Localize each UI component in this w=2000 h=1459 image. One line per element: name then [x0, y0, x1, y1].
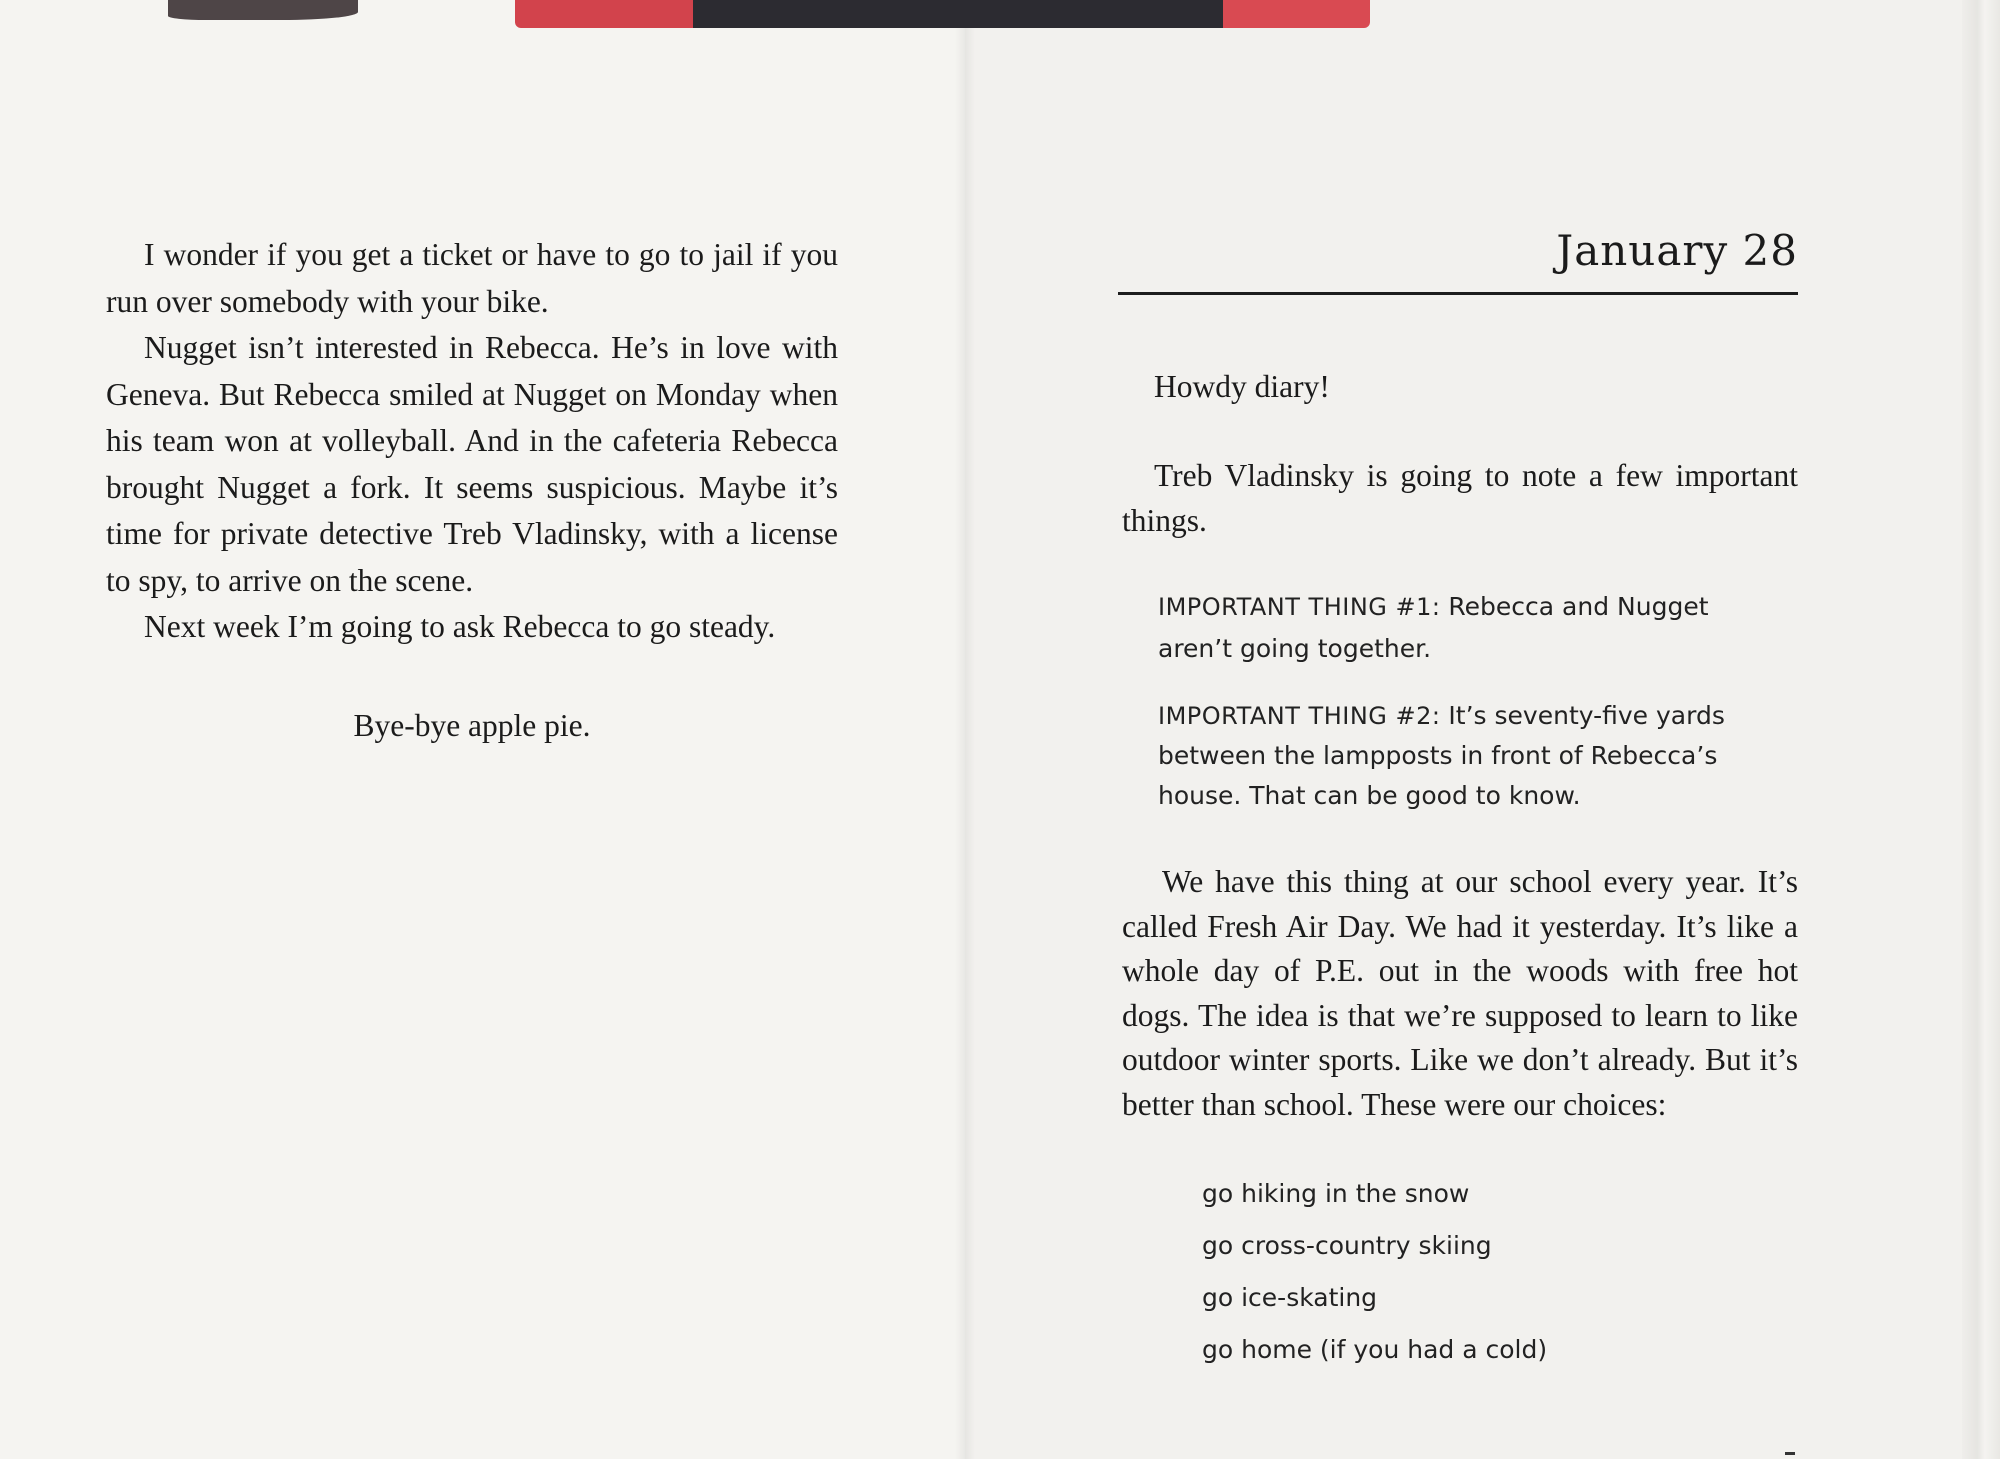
diary-date: January 28 [1556, 226, 1798, 275]
tape-fragment [168, 0, 358, 20]
greeting: Howdy diary! [1154, 369, 1330, 404]
intro-paragraph: Treb Vladinsky is going to note a few important things. [1122, 458, 1798, 538]
paragraph: Nugget isn’t interested in Rebecca. He’s in love with Geneva. But Rebecca smiled at Nugget on Monday when his team won at volleyball. And in the cafeteria Rebecca brought Nugget a fork. It seems suspicious. Maybe it’s time for private detective Treb Vladinsky, with a license to spy, to arrive on the scene. [106, 330, 838, 598]
list-item: go ice-skating [1202, 1283, 1378, 1312]
paragraph: I wonder if you get a ticket or have to go to jail if you run over somebody with your bike. [106, 237, 838, 319]
body-paragraph: We have this thing at our school every year. It’s called Fresh Air Day. We had it yesterday. It’s like a whole day of P.E. out in the woods with free hot dogs. The idea is that we’re supposed to learn to like outdoor winter sports. Like we don’t already. But it’s better than school. These were our choices: [1122, 864, 1798, 1122]
tape-dark-segment [693, 0, 1223, 28]
important-text: Rebecca and Nugget aren’t going together. [1158, 592, 1709, 663]
page-edge [1962, 0, 2000, 1459]
important-label: IMPORTANT THING #1: [1158, 593, 1441, 621]
signoff: Bye-bye apple pie. [353, 708, 591, 743]
paragraph: Next week I’m going to ask Rebecca to go steady. [144, 609, 776, 644]
list-item: go cross-country skiing [1202, 1231, 1492, 1260]
date-rule [1118, 292, 1798, 295]
tape-strip [515, 0, 1370, 28]
important-thing-1 [1158, 586, 1778, 670]
tape-red-segment [515, 0, 693, 28]
important-text: It’s seventy-five yards between the lampposts in front of Rebecca’s house. That can be good to know. [1158, 701, 1725, 810]
print-mark [1785, 1452, 1795, 1455]
important-thing-2 [1158, 696, 1778, 816]
choices-list [1202, 1168, 1702, 1376]
tape-red-segment [1223, 0, 1370, 28]
left-page-text [106, 232, 838, 651]
important-label: IMPORTANT THING #2: [1158, 702, 1441, 730]
list-item: go home (if you had a cold) [1202, 1335, 1548, 1364]
book-gutter [955, 0, 975, 1459]
list-item: go hiking in the snow [1202, 1179, 1470, 1208]
